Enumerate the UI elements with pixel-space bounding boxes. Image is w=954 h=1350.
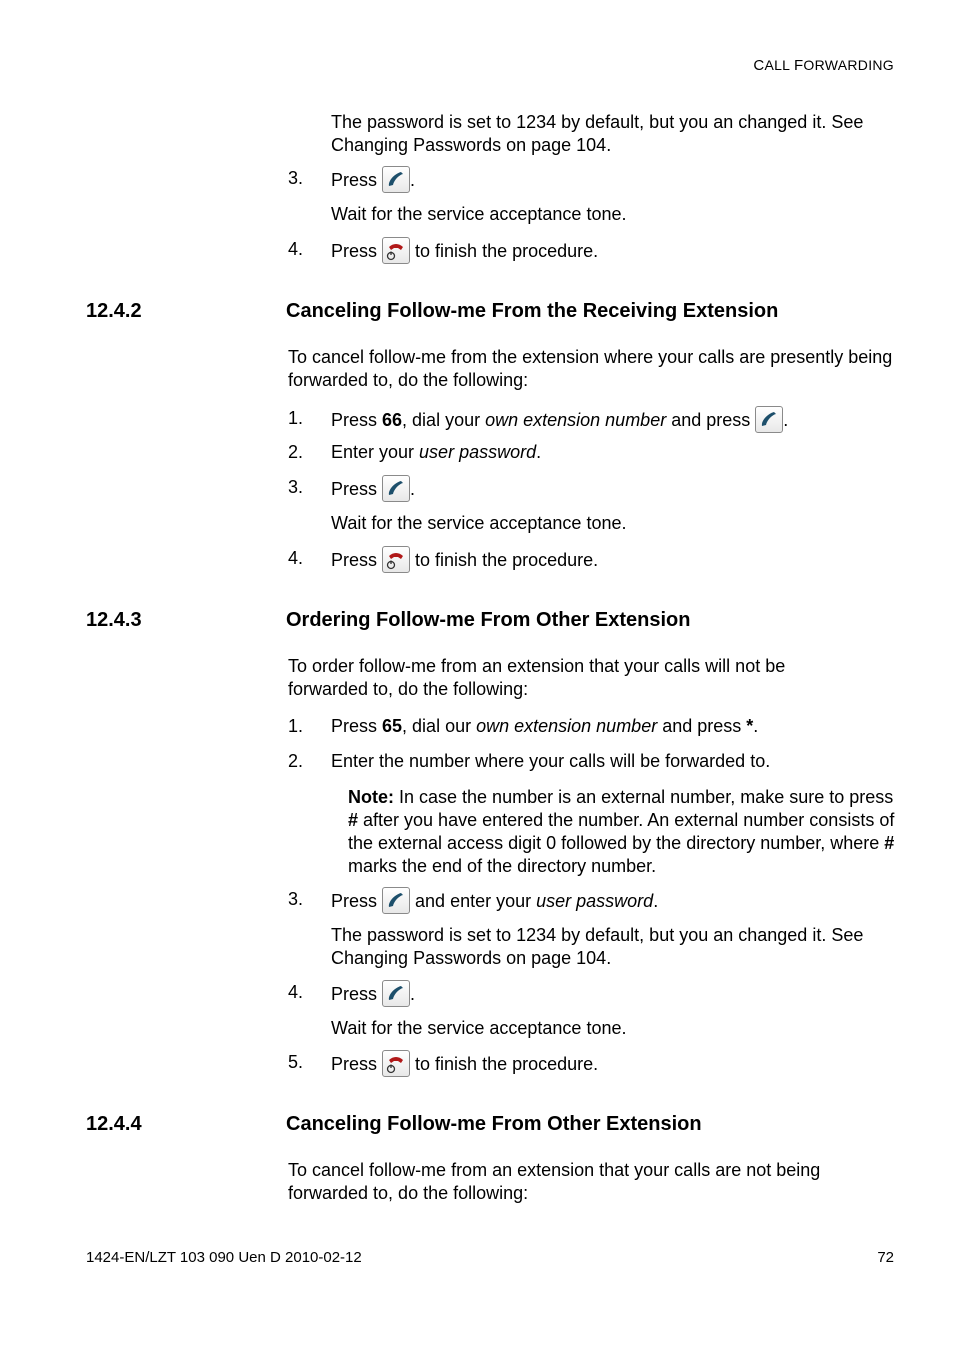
step-part: .: [753, 716, 759, 736]
step-text: [331, 887, 658, 914]
section-intro: To order follow-me from an extension that your calls will not be forwarded to, do the following:: [288, 656, 786, 699]
note-key: #: [884, 833, 895, 853]
step-text: [331, 715, 758, 738]
wait-text: Wait for the service acceptance tone.: [331, 204, 627, 224]
step-text: [331, 237, 598, 264]
step-part: .: [410, 984, 416, 1004]
step-text: [331, 1050, 598, 1077]
step-part: Press: [331, 984, 378, 1004]
phone-offhook-icon: [382, 980, 410, 1007]
step-part: to finish the procedure.: [410, 1054, 599, 1074]
step-text: [331, 980, 415, 1007]
step-part: and press: [657, 716, 747, 736]
footer-document-id: 1424-EN/LZT 103 090 Uen D 2010-02-12: [86, 1249, 362, 1266]
step-emphasis: own extension number: [485, 410, 667, 430]
step-number: 4.: [288, 239, 304, 259]
step-part: and press: [666, 410, 756, 430]
section-number: 12.4.3: [86, 609, 142, 631]
note-part: In case the number is an external number, make sure to press: [394, 787, 894, 807]
wait-text: Wait for the service acceptance tone.: [331, 513, 627, 533]
step-part: , dial your: [402, 410, 486, 430]
step-number: 1.: [288, 716, 304, 736]
section-intro: To cancel follow-me from an extension that your calls are not being forwarded to, do the following:: [288, 1160, 821, 1203]
step-number: 3.: [288, 477, 304, 497]
section-title: Ordering Follow-me From Other Extension: [286, 609, 691, 631]
password-note: The password is set to 1234 by default, but you an changed it. See Changing Passwords on page 104.: [331, 112, 864, 155]
step-part: Press: [331, 891, 378, 911]
wait-text: Wait for the service acceptance tone.: [331, 1018, 627, 1038]
step-number: 3.: [288, 168, 304, 188]
step-emphasis: user password: [536, 891, 654, 911]
note-block: [348, 786, 898, 878]
phone-offhook-icon: [382, 475, 410, 502]
step-emphasis: own extension number: [476, 716, 658, 736]
section-number: 12.4.4: [86, 1113, 142, 1135]
step-part: Press: [331, 550, 378, 570]
step-text: [331, 166, 415, 193]
header-cap-f: F: [793, 57, 804, 74]
step-number: 4.: [288, 548, 304, 568]
section-title: Canceling Follow-me From Other Extension: [286, 1113, 702, 1135]
step-text: [331, 475, 415, 502]
step-number: 2.: [288, 751, 304, 771]
phone-offhook-icon: [382, 166, 410, 193]
header-cap-c: C: [753, 57, 765, 74]
note-key: #: [348, 810, 359, 830]
step-part: .: [653, 891, 659, 911]
step-code: *: [746, 716, 754, 736]
step-suffix: .: [410, 170, 416, 190]
step-part: , dial our: [402, 716, 477, 736]
step-text: [331, 546, 598, 573]
phone-onhook-icon: [382, 237, 410, 264]
step-number: 4.: [288, 982, 304, 1002]
step-emphasis: user password: [419, 442, 537, 462]
step-label: Press: [331, 241, 378, 261]
phone-offhook-icon: [382, 887, 410, 914]
section-title: Canceling Follow-me From the Receiving Extension: [286, 300, 779, 322]
step-part: .: [536, 442, 542, 462]
section-intro: To cancel follow-me from the extension where your calls are presently being forwarded to, do the following:: [288, 347, 893, 390]
step-text: Enter the number where your calls will be forwarded to.: [331, 751, 771, 771]
phone-offhook-icon: [755, 406, 783, 433]
step-part: .: [783, 410, 789, 430]
step-code: 65: [382, 716, 403, 736]
step-number: 1.: [288, 408, 304, 428]
step-part: Press: [331, 716, 383, 736]
step-part: and enter your: [410, 891, 537, 911]
note-part: after you have entered the number. An external number consists of the external access digit 0 followed by the directory number, where: [348, 810, 895, 853]
step-number: 5.: [288, 1052, 304, 1072]
footer-page-number: 72: [877, 1249, 894, 1266]
step-text: [331, 441, 541, 464]
step-label: Press: [331, 170, 378, 190]
header-part-2: ORWARDING: [803, 57, 894, 73]
header-part-1: ALL: [764, 57, 794, 73]
section-number: 12.4.2: [86, 300, 142, 322]
note-part: marks the end of the directory number.: [348, 856, 657, 876]
running-header: [753, 57, 894, 74]
step-part: Press: [331, 410, 383, 430]
password-note: The password is set to 1234 by default, but you an changed it. See Changing Passwords on page 104.: [331, 925, 864, 968]
phone-onhook-icon: [382, 546, 410, 573]
step-part: Press: [331, 479, 378, 499]
step-code: 66: [382, 410, 403, 430]
step-part: Press: [331, 1054, 378, 1074]
step-part: Enter your: [331, 442, 420, 462]
step-number: 3.: [288, 889, 304, 909]
phone-onhook-icon: [382, 1050, 410, 1077]
step-part: to finish the procedure.: [410, 550, 599, 570]
step-part: .: [410, 479, 416, 499]
step-text: [331, 406, 788, 433]
note-label: Note:: [348, 787, 394, 807]
step-suffix: to finish the procedure.: [410, 241, 599, 261]
step-number: 2.: [288, 442, 304, 462]
